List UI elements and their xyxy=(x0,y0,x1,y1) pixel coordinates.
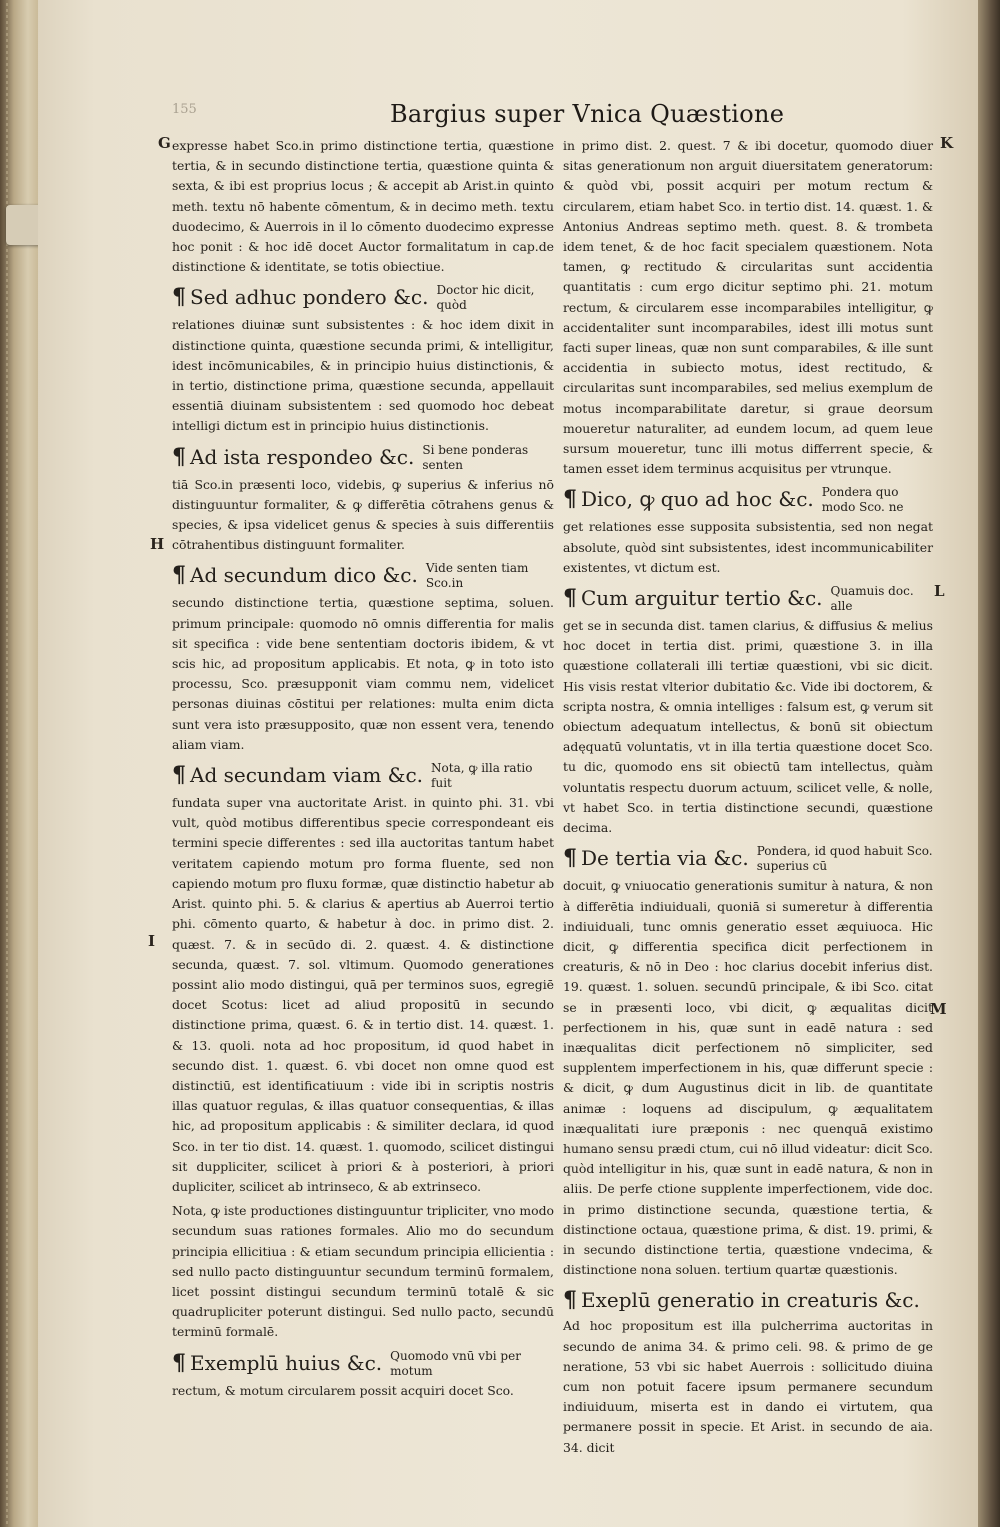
heading-note: Pondera, id quod habuit Sco. superius cū xyxy=(756,844,933,874)
margin-letter-i: I xyxy=(148,932,156,950)
pilcrow-icon: ¶ xyxy=(172,1349,186,1376)
paragraph: Ad hoc propositum est illa pulcherrima auctoritas in secundo de anima 34. & primo celi. 98. & primo de ge neratione, 53 vbi sic habet Auerrois : sollicitudo diuina cum non potuit facere ipsum permanere secundum indiuiduum, miserta est in dando ei virtutem, qua permanere possit in specie. Et Arist. in secundo de aia. 34. dicit xyxy=(563,1318,933,1455)
paragraph: get relationes esse supposita subsistentia, sed non negat absolute, quòd sint subsistentes, idest incommunicabiliter existentes, vt dictum est. xyxy=(563,519,933,575)
heading-note: Doctor hic dicit, quòd xyxy=(436,283,535,313)
heading-text: Sed adhuc pondero &c. xyxy=(190,285,429,310)
paragraph: expresse habet Sco.in primo distinctione tertia, quæstione tertia, & in secundo distinctione tertia, quæstione quinta & sexta, & ibi est proprius locus ; & accepit ab Arist.in quinto meth. textu nō habente cōmentum, & in decimo meth. textu duodecimo, & Auerrois in il lo cōmento duodecimo expresse hoc ponit : & hoc idē docet Auctor formalitatum in cap.de distinctione & identitate, se totis obiectiue. xyxy=(172,138,554,275)
heading-note: Vide senten tiam Sco.in xyxy=(425,561,529,591)
pilcrow-icon: ¶ xyxy=(563,486,577,513)
section-heading xyxy=(172,1349,554,1379)
heading-note: Nota, ꝙ illa ratio fuit xyxy=(431,761,533,791)
book-spine-shadow xyxy=(978,0,1000,1527)
paragraph: Nota, ꝙ iste productiones distinguuntur tripliciter, vno modo secundum suas rationes formales. Alio mo do secundum principia ellicitiua : & etiam secundum principia ellicientia : sed nullo pacto distinguuntur secundum terminū formalem, licet possint distingui secundum terminū totalē & sic quadrupliciter poterunt distingui. Sed nullo pacto, secundū terminū formalē. xyxy=(172,1203,554,1340)
margin-letter-m: M xyxy=(930,1000,947,1018)
paragraph: docuit, ꝙ vniuocatio generationis sumitur à natura, & non à differētia indiuiduali, quoniā si sumeretur à differentia indiuiduali, tunc omnis generatio esset æquiuoca. Hic dicit, ꝙ differentia specifica dicit perfectionem in creaturis, & nō in Deo : hoc clarius docebit inferius dist. 19. quæst. 1. soluen. secundū principale, & ibi Sco. citat se in præsenti loco, vbi dicit, ꝙ æqualitas dicit perfectionem in his, quæ sunt in eadē natura : sed inæqualitas dicit perfectionem nō simpliciter, sed supplentem imperfectionem in his, quæ differunt specie : & dicit, ꝙ dum Augustinus dicit in lib. de quantitate animæ : loquens ad discipulum, ꝙ æqualitatem inæqualitati iure præponis : nec quenquā existimo humano sensu prædi ctum, cui nō illud videatur: dicit Sco. quòd intelligitur in his, quæ sunt in eadē natura, & non in aliis. De perfe ctione supplente imperfectionem, vide doc. in primo distinctione secunda, quæstione tertia, & distinctione octaua, quæstione prima, & dist. 19. primi, & in secundo distinctione tertia, quæstione vndecima, & distinctione nona soluen. tertium quartæ quæstionis. xyxy=(563,878,933,1278)
section-heading xyxy=(172,443,554,473)
margin-letter-k: K xyxy=(940,134,954,152)
section-heading xyxy=(563,844,933,874)
heading-text: De tertia via &c. xyxy=(581,846,749,871)
pilcrow-icon: ¶ xyxy=(563,585,577,612)
section-heading xyxy=(172,561,554,591)
heading-text: Exeplū generatio in creaturis &c. xyxy=(581,1288,920,1313)
right-column xyxy=(563,136,933,1455)
heading-text: Ad secundum dico &c. xyxy=(190,563,418,588)
heading-note: Quomodo vnū vbi per motum xyxy=(390,1348,521,1378)
pilcrow-icon: ¶ xyxy=(563,1287,577,1314)
heading-text: Exemplū huius &c. xyxy=(190,1350,383,1375)
heading-note: Pondera quo modo Sco. ne xyxy=(821,485,904,515)
section-heading xyxy=(563,1286,933,1314)
left-column xyxy=(172,136,554,1398)
pilcrow-icon: ¶ xyxy=(172,284,186,311)
section-heading xyxy=(563,584,933,614)
heading-text: Cum arguitur tertio &c. xyxy=(581,586,823,611)
heading-note: Quamuis doc. alle xyxy=(830,584,914,614)
paragraph: fundata super vna auctoritate Arist. in quinto phi. 31. vbi vult, quòd motibus differentibus specie correspondeant eis termini specie differentes : sed illa auctoritas tantum habet veritatem capiendo motum pro forma fluente, sed non capiendo motum pro fluxu formæ, quæ distinctio habetur ab Arist. quinto phi. 5. & clarius & apertius ab Auerroi tertio phi. cōmento quarto, & habetur à doc. in primo dist. 2. quæst. 7. & in secūdo di. 2. quæst. 4. & distinctione secunda, quæst. 7. sol. vltimum. Quomodo generationes possint alio modo distingui, quā per terminos suos, egregiē docet Scotus: licet ad aliud propositū in secundo distinctione prima, quæst. 6. & in tertio dist. 14. quæst. 1. & 13. quoli. nota ad hoc propositum, id quod habet in secundo dist. 1. quæst. 6. vbi docet non omne quod est distinctiū, est identificatiuum : vide ibi in scriptis nostris illas quatuor regulas, & illas quatuor consequentias, & illas hic, ad propositum applicabis : & similiter declara, id quod Sco. in ter tio dist. 14. quæst. 1. quomodo, scilicet distingui sit duppliciter, scilicet à priori & à posteriori, à priori dupliciter, scilicet ab intrinseco, & ab extrinseco. xyxy=(172,795,554,1194)
paragraph: secundo distinctione tertia, quæstione septima, soluen. primum principale: quomodo nō omnis differentia for malis sit specifica : vide bene sententiam doctoris ibidem, & vt scis hic, ad propositum applicabis. Et nota, ꝙ in toto isto processu, Sco. præsupponit viam commu nem, videlicet personas diuinas cōstitui per relationes: multa enim dicta sunt vera isto præsupposito, quæ non essent vera, tenendo aliam viam. xyxy=(172,595,554,752)
section-heading xyxy=(172,761,554,791)
pilcrow-icon: ¶ xyxy=(172,562,186,589)
running-header: Bargius super Vnica Quæstione xyxy=(390,100,785,128)
section-heading xyxy=(172,283,554,313)
paragraph: get se in secunda dist. tamen clarius, & diffusius & melius hoc docet in tertia dist. primi, quæstione 3. in illa quæstione collaterali illi tertiæ quæstioni, vbi sic dicit. His visis restat vlterior dubitatio &c. Vide ibi doctorem, & scripta nostra, & omnia intelliges : falsum est, ꝙ verum sit obiectum adequatum intellectus, & bonū sit obiectum adęquatū voluntatis, vt in illa tertia quæstione docet Sco. tu dic, quomodo ens sit obiectū tam intellectus, quàm voluntatis respectu duorum actuum, scilicet velle, & nolle, vt habet Sco. in tertia distinctione secundi, quæstione decima. xyxy=(563,618,933,836)
heading-text: Dico, ꝙ quo ad hoc &c. xyxy=(581,487,814,512)
paragraph: tiā Sco.in præsenti loco, videbis, ꝙ superius & inferius nō distinguuntur formaliter, & ꝙ differētia cōtrahens genus & species, & ipsa videlicet genus & species à suis differentiis cōtrahentibus distinguunt formaliter. xyxy=(172,476,554,553)
pilcrow-icon: ¶ xyxy=(172,443,186,470)
pilcrow-icon: ¶ xyxy=(563,845,577,872)
paragraph: in primo dist. 2. quest. 7 & ibi docetur, quomodo diuer sitas generationum non arguit diuersitatem generatorum: & quòd vbi, possit acquiri per motum rectum & circularem, etiam habet Sco. in tertio dist. 14. quæst. 1. & Antonius Andreas septimo meth. quest. 8. & trombeta idem tenet, & de hoc facit specialem quæstionem. Nota tamen, ꝙ rectitudo & circularitas sunt accidentia quantitatis : cum ergo dicitur septimo phi. 21. motum rectum, & circularem esse incomparabiles intelligitur, ꝙ accidentaliter sunt incomparabiles, idest illi motus sunt facti super lineas, quæ non sunt comparabiles, & ille sunt accidentia in subiecto motus, idest rectitudo, & circularitas sunt incomparabiles, sed melius exemplum de motus incomparabilitate daretur, si graue deorsum moueretur naturaliter, ad eundem locum, ad quem leue sursum moueretur, tunc illi motus differrent specie, & tamen esset idem terminus acquisitus per vtrunque. xyxy=(563,138,933,477)
margin-letter-h: H xyxy=(150,535,165,553)
margin-letter-l: L xyxy=(934,582,945,600)
heading-text: Ad secundam viam &c. xyxy=(190,763,424,788)
paragraph: rectum, & motum circularem possit acquiri docet Sco. xyxy=(172,1382,514,1398)
heading-note: Si bene ponderas senten xyxy=(422,442,529,472)
section-heading xyxy=(563,485,933,515)
pilcrow-icon: ¶ xyxy=(172,762,186,789)
heading-text: Ad ista respondeo &c. xyxy=(190,444,415,469)
paragraph: relationes diuinæ sunt subsistentes : & hoc idem dixit in distinctione quinta, quæstione secunda primi, & intelligitur, idest incōmunicabiles, & in principio huius distinctionis, & in tertio, distinctione prima, quæstione secunda, appellauit essentiā diuinam subsistentem : sed quomodo hoc debeat intelligi dictum est in principio huius distinctionis. xyxy=(172,317,554,434)
margin-letter-g: G xyxy=(158,134,171,152)
folio-number: 155 xyxy=(172,102,197,117)
